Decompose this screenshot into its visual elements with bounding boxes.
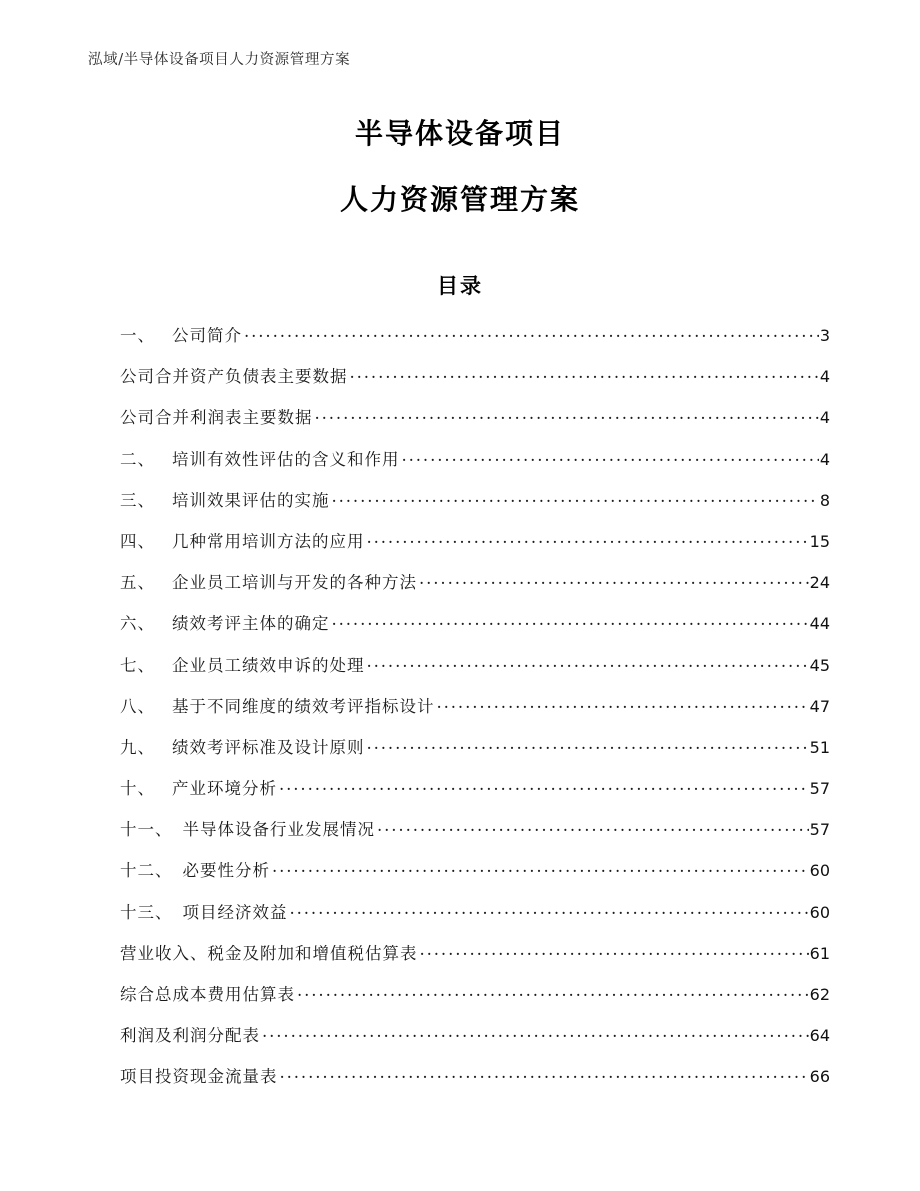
toc-entry-label: 半导体设备行业发展情况 <box>182 820 375 840</box>
toc-entry-label: 公司简介 <box>172 326 242 345</box>
toc-entry-number: 四、 <box>120 531 155 551</box>
toc-entry-label: 营业收入、税金及附加和增值税估算表 <box>120 943 418 963</box>
toc-entry-page-number: 62 <box>809 985 830 1004</box>
toc-dot-leader <box>377 819 809 836</box>
toc-entry-page-number: 4 <box>819 408 830 428</box>
toc-entry-page-number: 15 <box>809 531 830 551</box>
page-title-line-2: 人力资源管理方案 <box>339 183 580 216</box>
toc-entry[interactable] <box>120 528 830 569</box>
toc-entry-number: 十、 <box>120 779 155 799</box>
toc-dot-leader <box>367 654 809 671</box>
toc-entry-page-number: 45 <box>809 655 830 675</box>
toc-entry-label: 培训效果评估的实施 <box>172 490 330 510</box>
toc-entry-number: 五、 <box>120 573 155 593</box>
toc-entry[interactable] <box>120 1063 830 1104</box>
toc-entry-page-number: 61 <box>809 943 830 963</box>
toc-entry[interactable] <box>120 446 830 487</box>
toc-entry-page-number: 4 <box>819 367 830 387</box>
toc-entry-label: 利润及利润分配表 <box>120 1026 260 1046</box>
toc-dot-leader <box>315 407 819 424</box>
toc-entry-page-number: 47 <box>809 696 830 716</box>
toc-entry-number: 一、 <box>120 326 155 345</box>
toc-dot-leader <box>367 530 809 547</box>
toc-entry[interactable] <box>120 775 830 816</box>
toc-entry-page-number: 8 <box>819 490 830 510</box>
toc-entry-page-number: 44 <box>809 614 830 634</box>
toc-entry-label: 企业员工绩效申诉的处理 <box>172 655 365 675</box>
toc-entry[interactable] <box>120 857 830 898</box>
toc-entry[interactable] <box>120 981 830 1022</box>
toc-entry-label: 几种常用培训方法的应用 <box>172 531 365 551</box>
toc-entry[interactable] <box>120 816 830 857</box>
toc-entry-label: 产业环境分析 <box>172 779 277 799</box>
toc-entry-page-number: 57 <box>809 779 830 799</box>
toc-entry-page-number: 66 <box>809 1067 830 1087</box>
toc-dot-leader <box>244 325 819 342</box>
toc-dot-leader <box>402 448 819 465</box>
toc-entry[interactable] <box>120 322 830 363</box>
toc-entry-number: 十三、 <box>120 902 173 922</box>
toc-entry-page-number: 24 <box>809 573 830 593</box>
toc-dot-leader <box>437 695 809 712</box>
toc-entry-label: 综合总成本费用估算表 <box>120 985 295 1004</box>
toc-entry[interactable] <box>120 734 830 775</box>
toc-entry-page-number: 64 <box>809 1026 830 1046</box>
toc-entry[interactable] <box>120 487 830 528</box>
toc-entry-number: 三、 <box>120 490 155 510</box>
toc-dot-leader <box>297 984 809 1001</box>
toc-entry-label: 企业员工培训与开发的各种方法 <box>172 573 417 593</box>
toc-entry[interactable] <box>120 652 830 693</box>
toc-dot-leader <box>419 572 809 589</box>
toc-entry-label: 必要性分析 <box>182 861 270 881</box>
toc-entry-number: 十一、 <box>120 820 173 840</box>
toc-heading: 目录 <box>437 274 483 298</box>
toc-entry-label: 项目经济效益 <box>182 902 288 922</box>
toc-entry-number: 八、 <box>120 696 155 716</box>
toc-dot-leader <box>350 366 819 383</box>
toc-entry-label: 项目投资现金流量表 <box>120 1067 278 1087</box>
page-title-line-1: 半导体设备项目 <box>354 117 565 150</box>
table-of-contents <box>120 322 830 1105</box>
toc-entry[interactable] <box>120 610 830 651</box>
toc-dot-leader <box>420 942 809 959</box>
toc-entry[interactable] <box>120 693 830 734</box>
running-header: 泓域/半导体设备项目人力资源管理方案 <box>88 52 351 68</box>
toc-dot-leader <box>262 1025 809 1042</box>
toc-dot-leader <box>280 1066 809 1083</box>
toc-entry-page-number: 60 <box>809 902 830 922</box>
toc-dot-leader <box>272 860 809 877</box>
toc-entry-label: 公司合并利润表主要数据 <box>120 408 313 428</box>
toc-dot-leader <box>367 736 809 753</box>
toc-dot-leader <box>279 778 809 795</box>
toc-dot-leader <box>290 901 809 918</box>
toc-entry-number: 六、 <box>120 614 155 634</box>
toc-entry-number: 二、 <box>120 449 155 469</box>
toc-dot-leader <box>332 613 809 630</box>
toc-entry[interactable] <box>120 363 830 404</box>
toc-entry[interactable] <box>120 569 830 610</box>
toc-entry-number: 九、 <box>120 737 155 757</box>
cover-title-block <box>0 117 920 216</box>
toc-dot-leader <box>332 489 819 506</box>
toc-entry-number: 七、 <box>120 655 155 675</box>
toc-entry-page-number: 3 <box>819 326 830 345</box>
toc-entry[interactable] <box>120 940 830 981</box>
toc-entry-label: 公司合并资产负债表主要数据 <box>120 367 348 387</box>
toc-entry-label: 基于不同维度的绩效考评指标设计 <box>172 696 435 716</box>
toc-entry[interactable] <box>120 899 830 940</box>
toc-entry-number: 十二、 <box>120 861 173 881</box>
toc-entry-label: 绩效考评标准及设计原则 <box>172 737 365 757</box>
toc-entry-page-number: 60 <box>809 861 830 881</box>
toc-entry-page-number: 57 <box>809 820 830 840</box>
toc-entry[interactable] <box>120 404 830 445</box>
toc-entry[interactable] <box>120 1022 830 1063</box>
toc-entry-label: 培训有效性评估的含义和作用 <box>172 449 400 469</box>
toc-entry-page-number: 51 <box>809 737 830 757</box>
toc-entry-label: 绩效考评主体的确定 <box>172 614 330 634</box>
toc-entry-page-number: 4 <box>819 449 830 469</box>
